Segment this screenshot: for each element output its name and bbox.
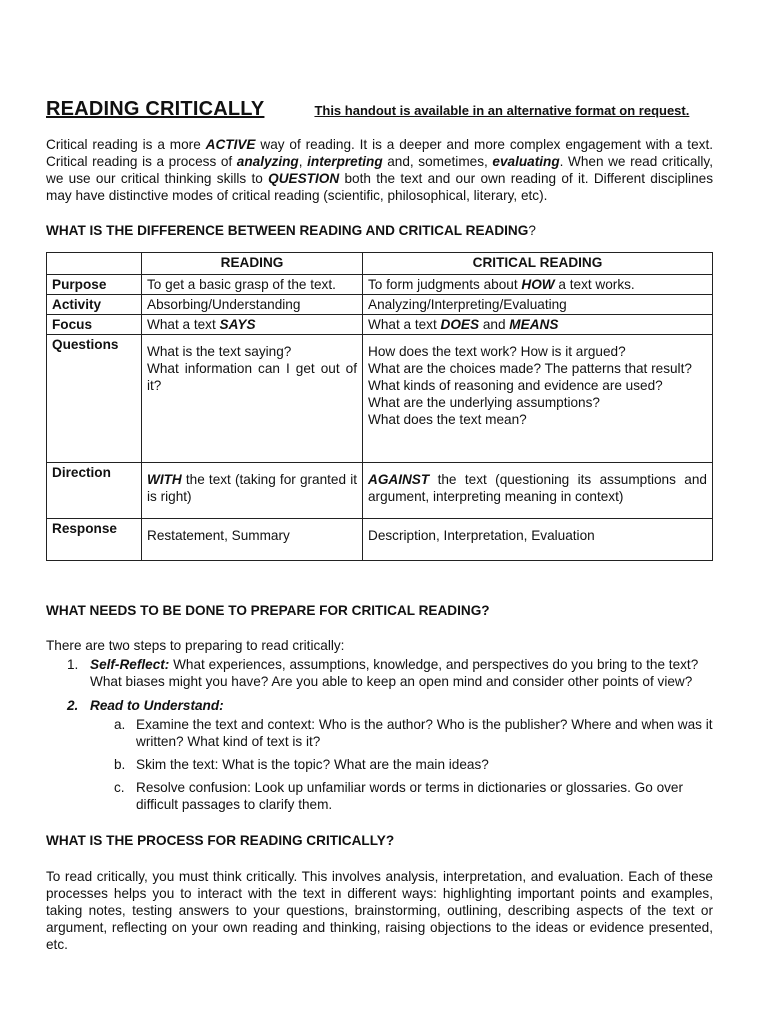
step-content [90, 697, 713, 714]
sub-step-text: Resolve confusion: Look up unfamiliar words or terms in dictionaries or glossaries. Go over difficult passages to clarify them. [136, 780, 684, 812]
intro-text: , [298, 154, 308, 169]
cell-focus-reading [142, 315, 363, 335]
sub-step-c [112, 779, 713, 813]
cell-emphasis: AGAINST [368, 472, 430, 487]
cell-text: To form judgments about [368, 277, 522, 292]
intro-emphasis-interpreting: interpreting [307, 154, 383, 169]
column-header-critical-reading: CRITICAL READING [363, 253, 713, 275]
cell-activity-reading: Absorbing/Understanding [142, 295, 363, 315]
question-line: What does the text mean? [368, 412, 527, 427]
table-row-focus [47, 315, 713, 335]
section-heading-process: WHAT IS THE PROCESS FOR READING CRITICALLY? [46, 833, 395, 848]
intro-text: way of reading. It is a deeper and more complex engagement with a text. Critical reading is a process of [46, 137, 713, 169]
question-line: How does the text work? How is it argued? [368, 344, 626, 359]
step-text: What experiences, assumptions, knowledge, and perspectives do you bring to the text? What biases might you have? Are you able to keep an open mind and consider other points of view? [90, 657, 699, 689]
steps-intro: There are two steps to preparing to read critically: [46, 638, 345, 653]
cell-direction-reading [142, 463, 363, 519]
cell-emphasis: SAYS [219, 317, 256, 332]
intro-text: and, sometimes, [382, 154, 493, 169]
heading-question-mark: ? [528, 223, 536, 238]
step-number: 1. [67, 657, 79, 672]
intro-text: . When we read critically, we use our critical thinking skills to [46, 154, 713, 186]
step-number [46, 697, 90, 714]
cell-text: What a text [147, 317, 220, 332]
section-heading-difference [46, 223, 713, 238]
question-line: What is the text saying? [147, 344, 292, 359]
steps-list [46, 656, 713, 813]
question-line: What are the choices made? The patterns that result? [368, 361, 692, 376]
cell-text: What a text [368, 317, 441, 332]
process-paragraph: To read critically, you must think critically. This involves analysis, interpretation, and evaluation. Each of these processes helps you to interact with the text in different ways: highlighting important points and examples, taking notes, testing answers to your questions, brainstorming, outlining, describing aspects of the text or argument, reflecting on your own reading and thinking, raising objections to the ideas or evidence presented, etc. [46, 869, 713, 952]
sub-step-letter: c. [114, 780, 125, 795]
column-header-reading: READING [142, 253, 363, 275]
cell-text: the text (taking for granted it is right) [147, 472, 357, 504]
handout-page [46, 98, 713, 953]
table-row-response [47, 519, 713, 561]
question-line: What kinds of reasoning and evidence are used? [368, 378, 663, 393]
table-row-purpose [47, 275, 713, 295]
row-label-focus: Focus [47, 315, 142, 335]
cell-text: a text works. [554, 277, 635, 292]
row-label-response: Response [47, 519, 142, 561]
intro-emphasis-question: QUESTION [268, 171, 340, 186]
sub-step-letter: b. [114, 757, 126, 772]
title-row [46, 98, 713, 122]
table-row-activity [47, 295, 713, 315]
alternative-format-notice: This handout is available in an alternative format on request. [314, 103, 690, 118]
step-self-reflect [46, 656, 713, 690]
row-label-questions: Questions [47, 335, 142, 463]
table-row-questions [47, 335, 713, 463]
cell-emphasis: MEANS [509, 317, 559, 332]
cell-purpose-reading: To get a basic grasp of the text. [142, 275, 363, 295]
cell-emphasis: HOW [521, 277, 555, 292]
sub-step-a [112, 716, 713, 750]
intro-text: Critical reading is a more [46, 137, 206, 152]
intro-paragraph [46, 136, 713, 204]
cell-emphasis: DOES [440, 317, 480, 332]
cell-questions-reading [142, 335, 363, 463]
cell-focus-critical [363, 315, 713, 335]
intro-emphasis-evaluating: evaluating [492, 154, 560, 169]
table-header-row [47, 253, 713, 275]
step-label: Read to Understand: [90, 698, 224, 713]
table-row-direction [47, 463, 713, 519]
cell-response-reading: Restatement, Summary [142, 519, 363, 561]
question-line: What are the underlying assumptions? [368, 395, 600, 410]
sub-step-text: Examine the text and context: Who is the author? Who is the publisher? Where and when was it written? What kind of text is it? [136, 717, 713, 749]
intro-text: both the text and our own reading of it. Different disciplines may have distinctive modes of critical reading (scientific, philosophical, literary, etc). [46, 171, 713, 203]
page-title: READING CRITICALLY [46, 98, 265, 120]
cell-response-critical: Description, Interpretation, Evaluation [363, 519, 713, 561]
row-label-purpose: Purpose [47, 275, 142, 295]
intro-emphasis-active: ACTIVE [205, 137, 256, 152]
row-label-activity: Activity [47, 295, 142, 315]
sub-step-letter: a. [114, 717, 126, 732]
section-heading-prepare: WHAT NEEDS TO BE DONE TO PREPARE FOR CRITICAL READING? [46, 603, 490, 618]
cell-purpose-critical [363, 275, 713, 295]
cell-text: the text (questioning its assumptions and argument, interpreting meaning in context) [368, 472, 707, 504]
table-corner-cell [47, 253, 142, 275]
cell-activity-critical: Analyzing/Interpreting/Evaluating [363, 295, 713, 315]
sub-step-text: Skim the text: What is the topic? What are the main ideas? [136, 757, 489, 772]
sub-steps [112, 716, 713, 813]
comparison-table [46, 252, 713, 561]
heading-text: WHAT IS THE DIFFERENCE BETWEEN READING AND CRITICAL READING [46, 223, 529, 238]
sub-step-b [112, 756, 713, 773]
step-read-to-understand [46, 697, 713, 714]
step-label: Self-Reflect: [90, 657, 170, 672]
step-content [90, 656, 713, 690]
step-number-text: 2. [67, 698, 79, 713]
cell-emphasis: WITH [147, 472, 182, 487]
cell-questions-critical [363, 335, 713, 463]
cell-direction-critical [363, 463, 713, 519]
question-line: What information can I get out of it? [147, 361, 357, 393]
cell-text: and [479, 317, 510, 332]
intro-emphasis-analyzing: analyzing [236, 154, 299, 169]
row-label-direction: Direction [47, 463, 142, 519]
